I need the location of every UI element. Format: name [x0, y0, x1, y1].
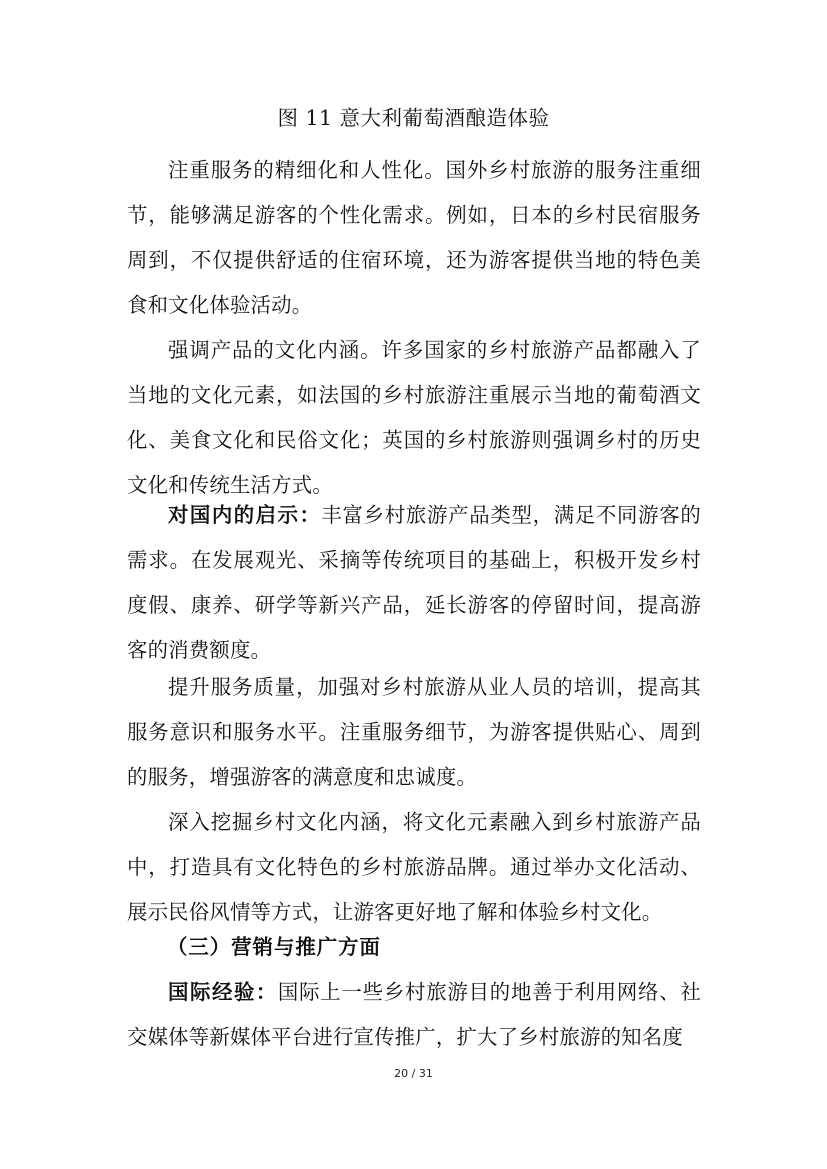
paragraph-domestic-implications: [127, 493, 701, 673]
paragraph-domestic-text: 丰富乡村旅游产品类型，满足不同游客的需求。在发展观光、采摘等传统项目的基础上，积极开发乡村度假、康养、研学等新兴产品，延长游客的停留时间，提高游客的消费额度。: [127, 503, 701, 662]
paragraph-culture-mining: 深入挖掘乡村文化内涵，将文化元素融入到乡村旅游产品中，打造具有文化特色的乡村旅游品牌。通过举办文化活动、展示民俗风情等方式，让游客更好地了解和体验乡村文化。: [127, 810, 701, 924]
section-heading: （三）营销与推广方面: [167, 935, 381, 959]
paragraph-service: 注重服务的精细化和人性化。国外乡村旅游的服务注重细节，能够满足游客的个性化需求。例如，日本的乡村民宿服务周到，不仅提供舒适的住宿环境，还为游客提供当地的特色美食和文化体验活动。: [127, 158, 701, 317]
figure-caption: 图 11 意大利葡萄酒酿造体验: [277, 106, 550, 130]
paragraph-culture: 强调产品的文化内涵。许多国家的乡村旅游产品都融入了当地的文化元素，如法国的乡村旅游注重展示当地的葡萄酒文化、美食文化和民俗文化；英国的乡村旅游则强调乡村的历史文化和传统生活方式。: [127, 338, 701, 497]
paragraph-service-quality: 提升服务质量，加强对乡村旅游从业人员的培训，提高其服务意识和服务水平。注重服务细节，为游客提供贴心、周到的服务，增强游客的满意度和忠诚度。: [127, 675, 701, 789]
paragraph-lead-international: 国际经验：: [168, 980, 278, 1004]
paragraph-lead-domestic: 对国内的启示：: [168, 503, 322, 527]
paragraph-international-text: 国际上一些乡村旅游目的地善于利用网络、社交媒体等新媒体平台进行宣传推广，扩大了乡村旅游的知名度: [127, 980, 702, 1049]
page-number: 20 / 31: [394, 1067, 433, 1080]
paragraph-international-experience: [127, 970, 701, 1060]
